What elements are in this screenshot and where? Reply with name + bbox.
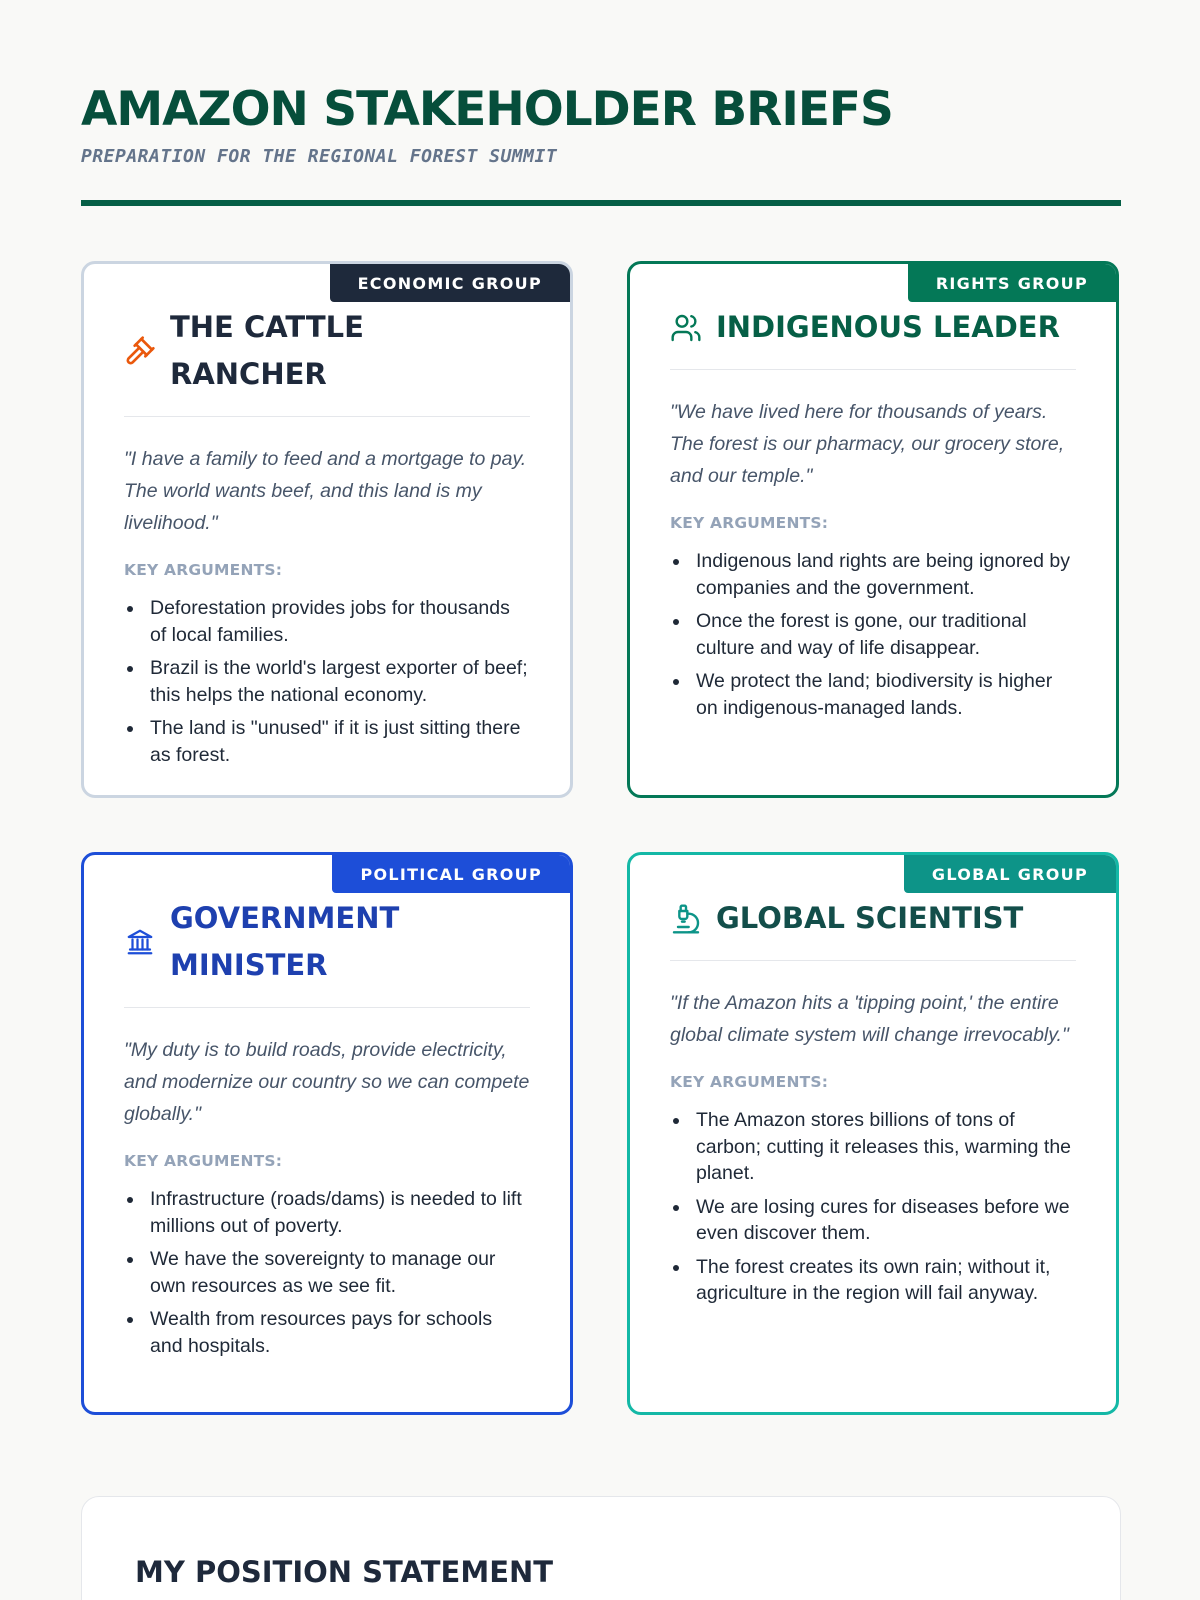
position-statement-title: MY POSITION STATEMENT: [135, 1555, 554, 1589]
page-header: [81, 80, 1121, 167]
key-arguments-label: KEY ARGUMENTS:: [124, 1152, 283, 1170]
microscope-icon: [670, 903, 702, 935]
stakeholder-quote: "We have lived here for thousands of years. The forest is our pharmacy, our grocery store, and our temple.": [670, 401, 1065, 487]
card-header: [124, 895, 530, 1008]
key-arguments-list: [124, 595, 530, 768]
argument-item: The Amazon stores billions of tons of carbon; cutting it releases this, warming the planet.: [670, 1107, 1076, 1187]
stakeholder-card-government-minister: [81, 852, 573, 1415]
argument-item: Brazil is the world's largest exporter of beef; this helps the national economy.: [124, 655, 530, 708]
group-badge: POLITICAL GROUP: [332, 855, 570, 893]
stakeholder-quote: "If the Amazon hits a 'tipping point,' the entire global climate system will change irrevocably.": [670, 992, 1069, 1046]
header-divider: [81, 200, 1121, 206]
card-title: INDIGENOUS LEADER: [716, 310, 1060, 344]
stakeholder-quote: "My duty is to build roads, provide electricity, and modernize our country so we can compete globally.": [124, 1039, 530, 1125]
group-badge: RIGHTS GROUP: [908, 264, 1116, 302]
stakeholder-card-cattle-rancher: [81, 261, 573, 798]
government-building-icon: [124, 926, 156, 958]
argument-item: We protect the land; biodiversity is higher on indigenous-managed lands.: [670, 668, 1076, 721]
argument-item: The land is "unused" if it is just sitting there as forest.: [124, 715, 530, 768]
card-title: THE CATTLE RANCHER: [170, 310, 364, 391]
key-arguments-list: [670, 1107, 1076, 1307]
key-arguments-label: KEY ARGUMENTS:: [670, 1073, 829, 1091]
page-title: AMAZON STAKEHOLDER BRIEFS: [81, 82, 893, 137]
key-arguments-list: [670, 548, 1076, 721]
page-subtitle: PREPARATION FOR THE REGIONAL FOREST SUMMIT: [81, 146, 558, 167]
stakeholder-card-indigenous-leader: [627, 261, 1119, 798]
card-title: GOVERNMENT MINISTER: [170, 901, 400, 982]
card-header: [124, 304, 530, 417]
argument-item: Infrastructure (roads/dams) is needed to lift millions out of poverty.: [124, 1186, 530, 1239]
stakeholder-quote: "I have a family to feed and a mortgage to pay. The world wants beef, and this land is my livelihood.": [124, 448, 527, 534]
position-statement-panel: [81, 1496, 1121, 1600]
users-icon: [670, 312, 702, 344]
argument-item: Wealth from resources pays for schools and hospitals.: [124, 1306, 530, 1359]
group-badge: ECONOMIC GROUP: [330, 264, 570, 302]
argument-item: The forest creates its own rain; without it, agriculture in the region will fail anyway.: [670, 1254, 1076, 1307]
argument-item: We have the sovereignty to manage our own resources as we see fit.: [124, 1246, 530, 1299]
argument-item: Deforestation provides jobs for thousands of local families.: [124, 595, 530, 648]
key-arguments-list: [124, 1186, 530, 1359]
key-arguments-label: KEY ARGUMENTS:: [670, 514, 829, 532]
key-arguments-label: KEY ARGUMENTS:: [124, 561, 283, 579]
gavel-icon: [124, 335, 156, 367]
argument-item: Indigenous land rights are being ignored by companies and the government.: [670, 548, 1076, 601]
card-title: GLOBAL SCIENTIST: [716, 901, 1024, 935]
stakeholder-card-global-scientist: [627, 852, 1119, 1415]
card-header: [670, 895, 1076, 961]
argument-item: Once the forest is gone, our traditional culture and way of life disappear.: [670, 608, 1076, 661]
group-badge: GLOBAL GROUP: [904, 855, 1116, 893]
card-header: [670, 304, 1076, 370]
argument-item: We are losing cures for diseases before we even discover them.: [670, 1194, 1076, 1247]
